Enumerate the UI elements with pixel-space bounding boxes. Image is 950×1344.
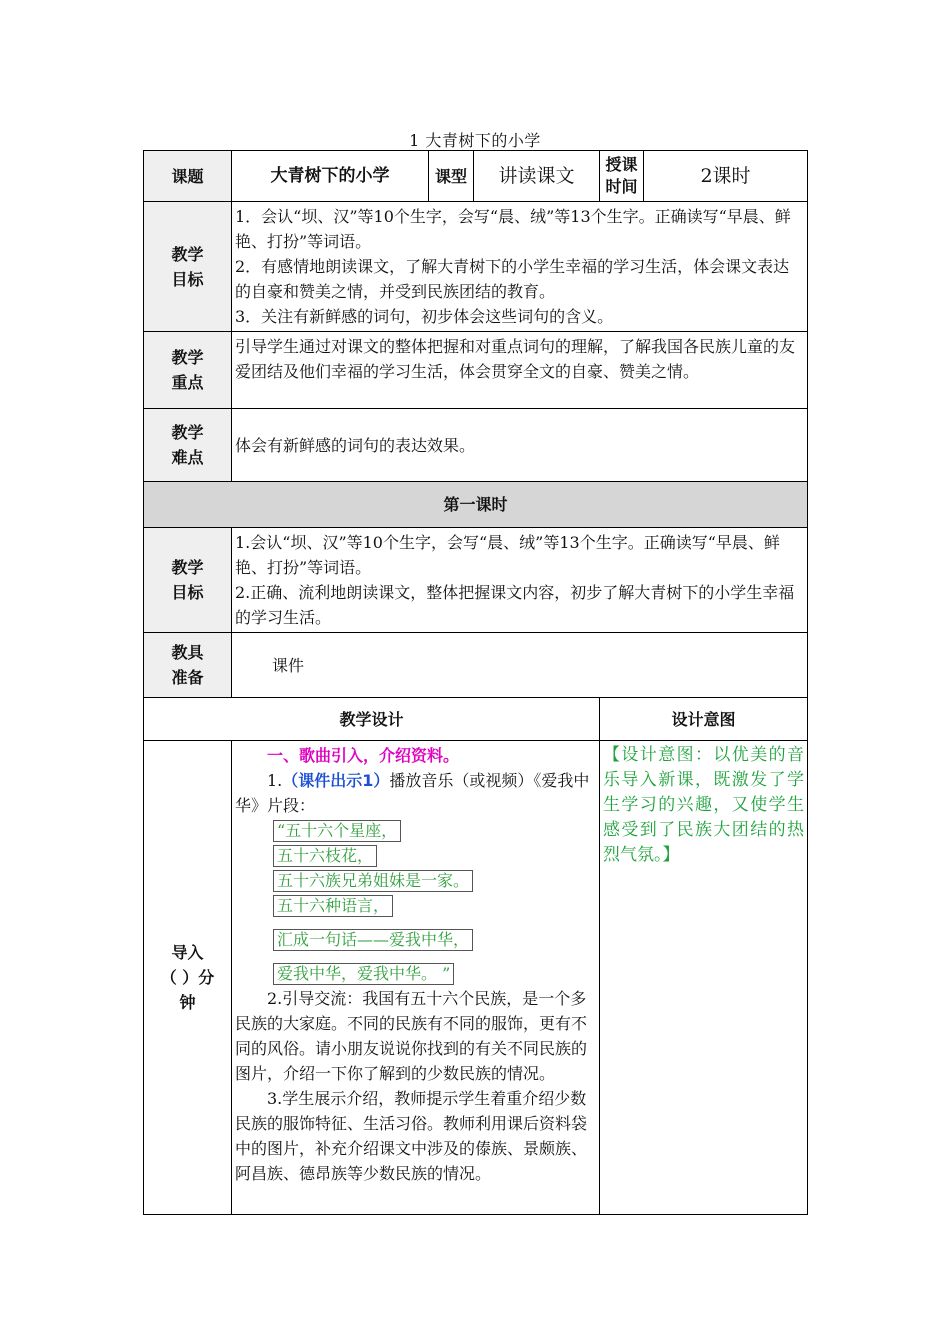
time-label-line-1: 授课 — [605, 155, 638, 174]
key-points-label-line-2: 重点 — [171, 373, 204, 392]
song-line: 五十六种语言， — [273, 895, 393, 917]
goal-item: 3．关注有新鲜感的词句，初步体会这些词句的含义。 — [235, 307, 614, 326]
tools-label — [144, 633, 232, 698]
key-points-label — [144, 332, 232, 409]
song-line: 五十六枝花， — [273, 845, 377, 867]
goals-row — [144, 202, 808, 332]
tools-content: 课件 — [232, 633, 808, 698]
document-title: 1 大青树下的小学 — [409, 131, 541, 150]
subject-value: 大青树下的小学 — [232, 151, 429, 202]
lesson1-title: 第一课时 — [144, 482, 808, 528]
design-intent: 【设计意图：以优美的音乐导入新课，既激发了学生学习的兴趣，又使学生感受到了民族大团结的热烈气氛。】 — [600, 741, 808, 1215]
tools-label-line-2: 准备 — [171, 668, 204, 687]
lesson-plan-table — [143, 150, 808, 1215]
goals-content — [232, 202, 808, 332]
song-line: 汇成一句话——爱我中华， — [273, 929, 473, 951]
goal-item: 1．会认“坝、汉”等10个生字，会写“晨、绒”等13个生字。正确读写“早晨、鲜艳、打扮”等词语。 — [235, 207, 791, 251]
song-line: “五十六个星座， — [273, 820, 401, 842]
step-3: 3.学生展示介绍，教师提示学生着重介绍少数民族的服饰特征、生活习俗。教师利用课后资料袋中的图片，补充介绍课文中涉及的傣族、景颇族、阿昌族、德昂族等少数民族的情况。 — [235, 1089, 588, 1183]
time-label-line-2: 时间 — [605, 177, 638, 196]
lesson1-goals-label-line-2: 目标 — [171, 583, 204, 602]
lesson1-goal-item: 2.正确、流利地朗读课文，整体把握课文内容，初步了解大青树下的小学生幸福的学习生活。 — [235, 583, 795, 627]
difficulties-label — [144, 409, 232, 482]
step-1-text: 播放音乐（或视频）《爱我中华》片段： — [235, 771, 590, 815]
step-1 — [235, 768, 596, 818]
step-1-number: 1. — [267, 771, 283, 790]
tools-label-line-1: 教具 — [171, 643, 204, 662]
courseware-tag: （课件出示1） — [282, 771, 390, 790]
intro-content — [232, 741, 600, 1215]
intro-label-line-3: 钟 — [179, 993, 196, 1012]
key-points-label-line-1: 教学 — [171, 348, 204, 367]
design-header-row — [144, 698, 808, 741]
lesson1-goals-label-line-1: 教学 — [171, 558, 204, 577]
lesson1-goal-item: 1.会认“坝、汉”等10个生字，会写“晨、绒”等13个生字。正确读写“早晨、鲜艳、打扮”等词语。 — [235, 533, 780, 577]
lesson1-goals-content — [232, 528, 808, 633]
intro-label-line-2: （ ）分 — [160, 968, 215, 987]
intro-row — [144, 741, 808, 1215]
difficulties-content: 体会有新鲜感的词句的表达效果。 — [232, 409, 808, 482]
header-row — [144, 151, 808, 202]
intro-label — [144, 741, 232, 1215]
lesson1-title-row — [144, 482, 808, 528]
key-points-content: 引导学生通过对课文的整体把握和对重点词句的理解，了解我国各民族儿童的友爱团结及他们幸福的学习生活，体会贯穿全文的自豪、赞美之情。 — [232, 332, 808, 409]
time-label — [600, 151, 644, 202]
goals-label-line-2: 目标 — [171, 269, 204, 289]
goal-item: 2．有感情地朗读课文，了解大青树下的小学生幸福的学习生活，体会课文表达的自豪和赞美之情，并受到民族团结的教育。 — [235, 257, 790, 301]
time-value: 2课时 — [644, 151, 808, 202]
goals-label-line-1: 教学 — [171, 244, 204, 264]
lesson1-goals-label — [144, 528, 232, 633]
intent-header: 设计意图 — [600, 698, 808, 741]
difficulties-label-line-1: 教学 — [171, 423, 204, 442]
step-2: 2.引导交流：我国有五十六个民族，是一个多民族的大家庭。不同的民族有不同的服饰，更有不同的风俗。请小朋友说说你找到的有关不同民族的图片，介绍一下你了解到的少数民族的情况。 — [235, 989, 588, 1083]
difficulties-row — [144, 409, 808, 482]
tools-row — [144, 633, 808, 698]
lesson1-goals-row — [144, 528, 808, 633]
key-points-row — [144, 332, 808, 409]
goals-label — [144, 202, 232, 332]
song-line: 五十六族兄弟姐妹是一家。 — [273, 870, 473, 892]
type-label: 课型 — [429, 151, 474, 202]
design-header: 教学设计 — [144, 698, 600, 741]
type-value: 讲读课文 — [474, 151, 600, 202]
song-line: 爱我中华，爱我中华。 ” — [273, 963, 454, 985]
difficulties-label-line-2: 难点 — [171, 448, 204, 467]
intro-label-line-1: 导入 — [171, 943, 204, 962]
subject-label: 课题 — [144, 151, 232, 202]
section-title: 一、歌曲引入，介绍资料。 — [267, 746, 460, 765]
